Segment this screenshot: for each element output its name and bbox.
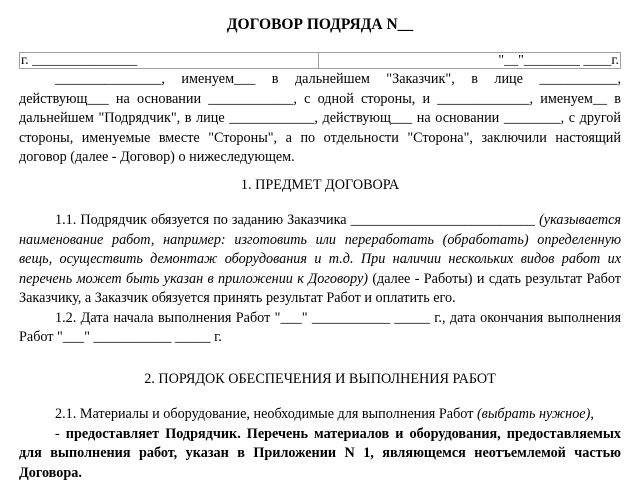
clause-text: Подрядчик обязуется по заданию Заказчика __________________________ [80, 212, 536, 228]
clause-italic-note: (выбрать нужное) [476, 406, 591, 422]
clause-text: Дата начала выполнения Работ "___" ___________ _____ г., дата окончания выполнения Работ "___" ___________ _____ г. [19, 309, 621, 345]
clause-1-2 [19, 309, 621, 348]
clause-number: 1.1. [55, 212, 77, 228]
clause-number: 2.1. [55, 406, 77, 422]
section-1-body [19, 211, 621, 348]
preamble-text: _______________, именуем___ в дальнейшем "Заказчик", в лице ___________, действующ___ на основании ____________, с одной стороны, и _____________, именуем__ в дальнейшем "Подрядчик", в лице ____________, действующ___ на основании ________, с другой стороны, именуемые вместе "Стороны", а по отдельности "Сторона", заключили настоящий договор (далее - Договор) о нижеследующем. [19, 71, 621, 165]
preamble [19, 70, 621, 168]
section-heading-1: 1. ПРЕДМЕТ ДОГОВОРА [240, 177, 400, 193]
city-field: г. _______________ [20, 53, 319, 68]
clause-option [19, 425, 621, 484]
clause-text-end: (далее - Работы) и сдать результат Работ Заказчику, а Заказчик обязуется принять результат Работ и оплатить его. [19, 270, 621, 306]
section-2-body [19, 405, 621, 483]
date-field: "__"________ ____г. [498, 53, 619, 68]
option-text: предоставляет Подрядчик. Перечень материалов и оборудования, предоставляемых для выполнения работ, указан в Приложении N 1, являющемся неотъемлемой частью Договора. [19, 425, 622, 481]
clause-italic-note: (указывается наименование работ, например: изготовить или переработать (обработать) определенную вещь, осуществить демонтаж оборудования и т.д. При наличии нескольких видов работ их перечень может быть указан в приложении к Договору) [19, 212, 622, 287]
section-heading-2: 2. ПОРЯДОК ОБЕСПЕЧЕНИЯ И ВЫПОЛНЕНИЯ РАБОТ [144, 371, 496, 387]
clause-text-end: , [590, 406, 594, 422]
clause-1-1 [19, 211, 621, 309]
clause-2-1 [19, 405, 621, 425]
document-title: ДОГОВОР ПОДРЯДА N__ [226, 16, 414, 33]
clause-text: Материалы и оборудование, необходимые для выполнения Работ [79, 406, 477, 422]
clause-number: 1.2. [55, 309, 77, 326]
place-date-table [19, 52, 621, 69]
bullet-dash: - [55, 425, 60, 442]
